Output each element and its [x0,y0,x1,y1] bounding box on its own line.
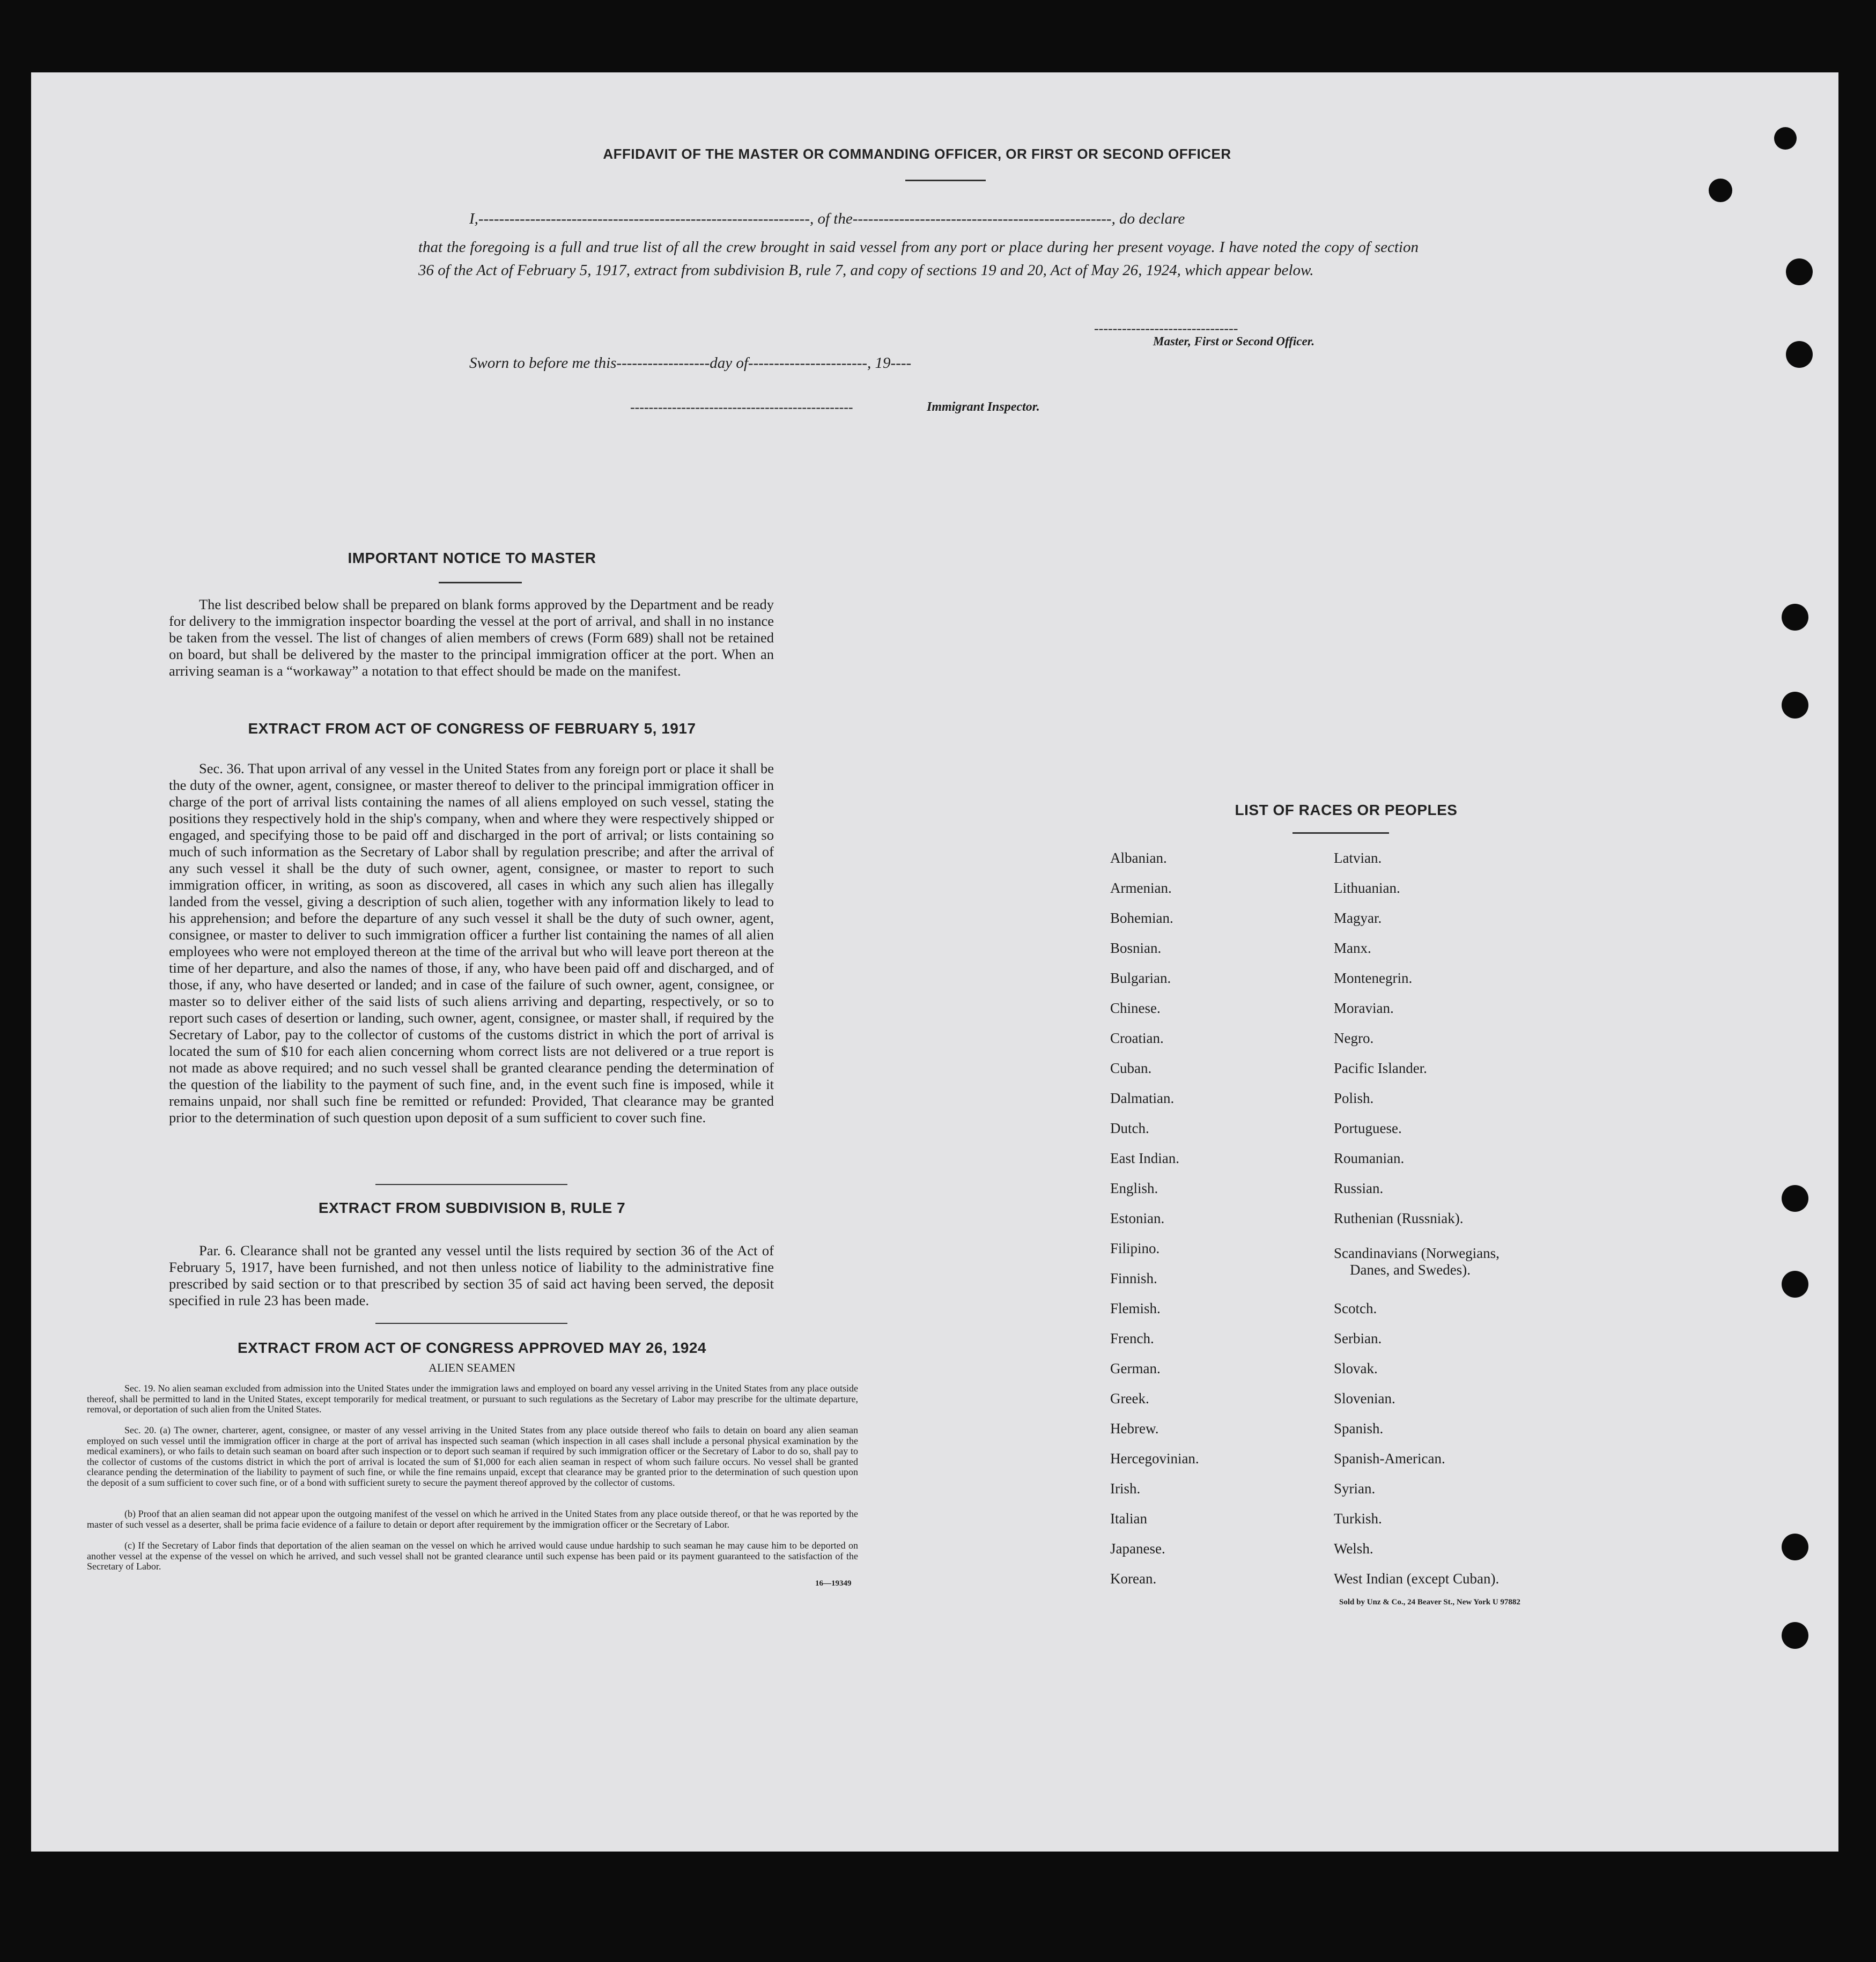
race-item: Italian [1110,1511,1147,1527]
affidavit-title: AFFIDAVIT OF THE MASTER OR COMMANDING OFFICER, OR FIRST OR SECOND OFFICER [603,146,1231,162]
notice-title: IMPORTANT NOTICE TO MASTER [348,550,596,566]
punch-hole [1786,341,1813,368]
sec-20a-text: Sec. 20. (a) The owner, charterer, agent, consignee, or master of any vessel arriving in the United States from any place outside thereof who fails to detain on board any alien seaman employed on such vessel until the immigration officer in charge at the port of arrival has inspected such seaman (which inspection in all cases shall include a personal physical examination by the medical examiners), or who fails to detain such seaman on board after such inspection or to deport such seaman if required by such immigration officer or the Secretary of Labor to do so, shall pay to the collector of customs of the customs district in which the port of arrival is located the sum of $1,000 for each alien seaman in respect of whom such failure occurs. No vessel shall be granted clearance pending the determination of the liability to payment of such fine, or while the fine remains unpaid, except that clearance may be granted prior to the determination of such question upon the deposit of a sum sufficient to cover such fine, or of a bond with sufficient surety to secure the payment thereof approved by the collector of customs. [87,1425,858,1488]
punch-hole [1774,127,1797,150]
race-item: German. [1110,1360,1161,1376]
race-item: Negro. [1334,1030,1374,1046]
subdivision-text: Par. 6. Clearance shall not be granted any vessel until the lists required by section 36 of the Act of February 5, 1917, have been furnished, and not then unless notice of liability to the administrative fine prescribed by said section or to that prescribed by section 35 of said act having been served, the deposit specified in rule 23 has been made. [169,1242,774,1308]
race-item: Welsh. [1334,1541,1373,1557]
punch-hole [1782,1185,1808,1212]
race-item: Latvian. [1334,850,1382,866]
divider [1292,832,1389,834]
race-item: Serbian. [1334,1330,1382,1346]
punch-hole [1782,1271,1808,1298]
punch-hole [1782,604,1808,631]
sworn-line: Sworn to before me this------------------day of-----------------------, 19---- [469,354,912,372]
punch-hole [1709,179,1732,202]
race-item: Estonian. [1110,1210,1165,1226]
races-title: LIST OF RACES OR PEOPLES [1235,802,1458,818]
race-item: Turkish. [1334,1511,1382,1527]
race-item: Portuguese. [1334,1120,1402,1136]
affidavit-declarant-line: I,----------------------------------------------------------------, of the--------------------------------------------------, do declare [469,210,1185,227]
race-item: Filipino. [1110,1240,1160,1256]
race-item: Lithuanian. [1334,880,1400,896]
race-item: Bulgarian. [1110,970,1171,986]
inspector-label: Immigrant Inspector. [927,400,1040,414]
race-item: Pacific Islander. [1334,1060,1427,1076]
master-signature-label: Master, First or Second Officer. [1153,335,1315,348]
race-item: Spanish. [1334,1420,1384,1437]
race-item: Manx. [1334,940,1371,956]
race-item: Finnish. [1110,1270,1157,1286]
race-item: Polish. [1334,1090,1374,1106]
extract-1917-title: EXTRACT FROM ACT OF CONGRESS OF FEBRUARY 5, 1917 [248,720,696,737]
race-item: East Indian. [1110,1150,1179,1166]
race-item: Danes, and Swedes). [1350,1262,1471,1278]
punch-hole [1782,1534,1808,1560]
inspector-signature-line: ------------------------------------------------ [630,399,853,415]
form-number: 16—19349 [815,1579,852,1588]
race-item: Moravian. [1334,1000,1394,1016]
race-item: Bosnian. [1110,940,1162,956]
master-signature-line: ------------------------------- [1094,321,1238,336]
sec-20c-text: (c) If the Secretary of Labor finds that deportation of the alien seaman on the vessel on which he arrived would cause undue hardship to such seaman he may cause him to be deported on another vessel at the expense of the vessel on which he arrived, and such vessel shall not be granted clearance until such expense has been paid or its payment guaranteed to the satisfaction of the Secretary of Labor. [87,1540,858,1572]
race-item: Slovenian. [1334,1390,1395,1406]
race-item: Montenegrin. [1334,970,1413,986]
race-item: Armenian. [1110,880,1172,896]
notice-text: The list described below shall be prepared on blank forms approved by the Department and be ready for delivery to the immigration inspector boarding the vessel at the port of arrival, and shall in no instance be taken from the vessel. The list of changes of alien members of crews (Form 689) shall not be retained on board, but shall be delivered by the master to the principal immigration officer at the port. When an arriving seaman is a “workaway” a notation to that effect should be made on the manifest. [169,596,774,679]
affidavit-body: that the foregoing is a full and true list of all the crew brought in said vessel from any port or place during her present voyage. I have noted the copy of section 36 of the Act of February 5, 1917, extract from subdivision B, rule 7, and copy of sections 19 and 20, Act of May 26, 1924, which appear below. [418,239,1419,279]
race-item: Korean. [1110,1571,1157,1587]
punch-hole [1782,692,1808,719]
punch-hole [1782,1622,1808,1649]
race-item: Scotch. [1334,1300,1377,1316]
race-item: Slovak. [1334,1360,1378,1376]
race-item: Magyar. [1334,910,1382,926]
sec-19-text: Sec. 19. No alien seaman excluded from admission into the United States under the immigration laws and employed on board any vessel arriving in the United States from any place outside thereof, shall be permitted to land in the United States, except temporarily for medical treatment, or pursuant to such regulations as the Secretary of Labor may prescribe for the ultimate departure, removal, or deportation of such alien from the United States. [87,1383,858,1415]
printer-imprint: Sold by Unz & Co., 24 Beaver St., New York U 97882 [1339,1598,1520,1606]
race-item: Ruthenian (Russniak). [1334,1210,1464,1226]
race-item: Albanian. [1110,850,1167,866]
race-item: Cuban. [1110,1060,1152,1076]
punch-hole [1786,258,1813,285]
race-item: Hebrew. [1110,1420,1159,1437]
race-item: Spanish-American. [1334,1450,1445,1467]
race-item: Hercegovinian. [1110,1450,1199,1467]
race-item: Irish. [1110,1480,1141,1497]
race-item: Roumanian. [1334,1150,1405,1166]
race-item: Greek. [1110,1390,1149,1406]
divider [439,582,522,583]
extract-1924-title: EXTRACT FROM ACT OF CONGRESS APPROVED MAY 26, 1924 [238,1339,706,1356]
divider [905,180,986,181]
extract-1917-text: Sec. 36. That upon arrival of any vessel in the United States from any foreign port or place it shall be the duty of the owner, agent, consignee, or master thereof to deliver to the principal immigration officer in charge of the port of arrival lists containing the names of all aliens employed on such vessel, stating the positions they respectively hold in the ship's company, when and where they were respectively shipped or engaged, and specifying those to be paid off and discharged in the port of arrival; or lists containing so much of such information as the Secretary of Labor shall by regulation prescribe; and after the arrival of any such vessel it shall be the duty of such owner, agent, consignee, or master to report to such immigration officer, in writing, as soon as discovered, all cases in which any such alien has illegally landed from the vessel, giving a description of such alien, together with any information likely to lead to his apprehension; and before the departure of any such vessel it shall be the duty of such owner, agent, consignee, or master to deliver to such immigration officer a further list containing the names of all alien employees who were not employed thereon at the time of the arrival but who will leave port thereon at the time of her departure, and also the names of those, if any, who have been paid off and discharged, and of those, if any, who have deserted or landed; and in case of the failure of such owner, agent, consignee, or master so to deliver either of the said lists of such aliens arriving and departing, respectively, or so to report such cases of desertion or landing, such owner, agent, consignee, or master shall, if required by the Secretary of Labor, pay to the collector of customs of the customs district in which the port of arrival is located the sum of $10 for each alien concerning whom correct lists are not delivered or a true report is not made as above required; and no such vessel shall be granted clearance pending the determination of the question of the liability to the payment of such fine, and, in the event such fine is imposed, while it remains unpaid, nor shall such fine be remitted or refunded: Provided, That clearance may be granted prior to the determination of such question upon deposit of a sum sufficient to cover such fine. [169,760,774,1126]
race-item: Syrian. [1334,1480,1376,1497]
race-item: Flemish. [1110,1300,1161,1316]
race-item: Japanese. [1110,1541,1165,1557]
race-item: Russian. [1334,1180,1384,1196]
race-item: Croatian. [1110,1030,1164,1046]
race-item: French. [1110,1330,1154,1346]
race-item: Bohemian. [1110,910,1173,926]
race-item: Chinese. [1110,1000,1161,1016]
race-item: West Indian (except Cuban). [1334,1571,1500,1587]
alien-seamen-subtitle: ALIEN SEAMEN [429,1361,515,1374]
race-item: Dutch. [1110,1120,1149,1136]
race-item: Dalmatian. [1110,1090,1175,1106]
race-item: Scandinavians (Norwegians, [1334,1245,1500,1261]
divider [375,1323,567,1324]
sec-20b-text: (b) Proof that an alien seaman did not appear upon the outgoing manifest of the vessel on which he arrived in the United States from any place outside thereof, or that he was reported by the master of such vessel as a deserter, shall be prima facie evidence of a failure to detain or deport after requirement by the immigration officer or the Secretary of Labor. [87,1508,858,1530]
race-item: English. [1110,1180,1158,1196]
subdivision-title: EXTRACT FROM SUBDIVISION B, RULE 7 [318,1200,626,1216]
divider [375,1184,567,1185]
